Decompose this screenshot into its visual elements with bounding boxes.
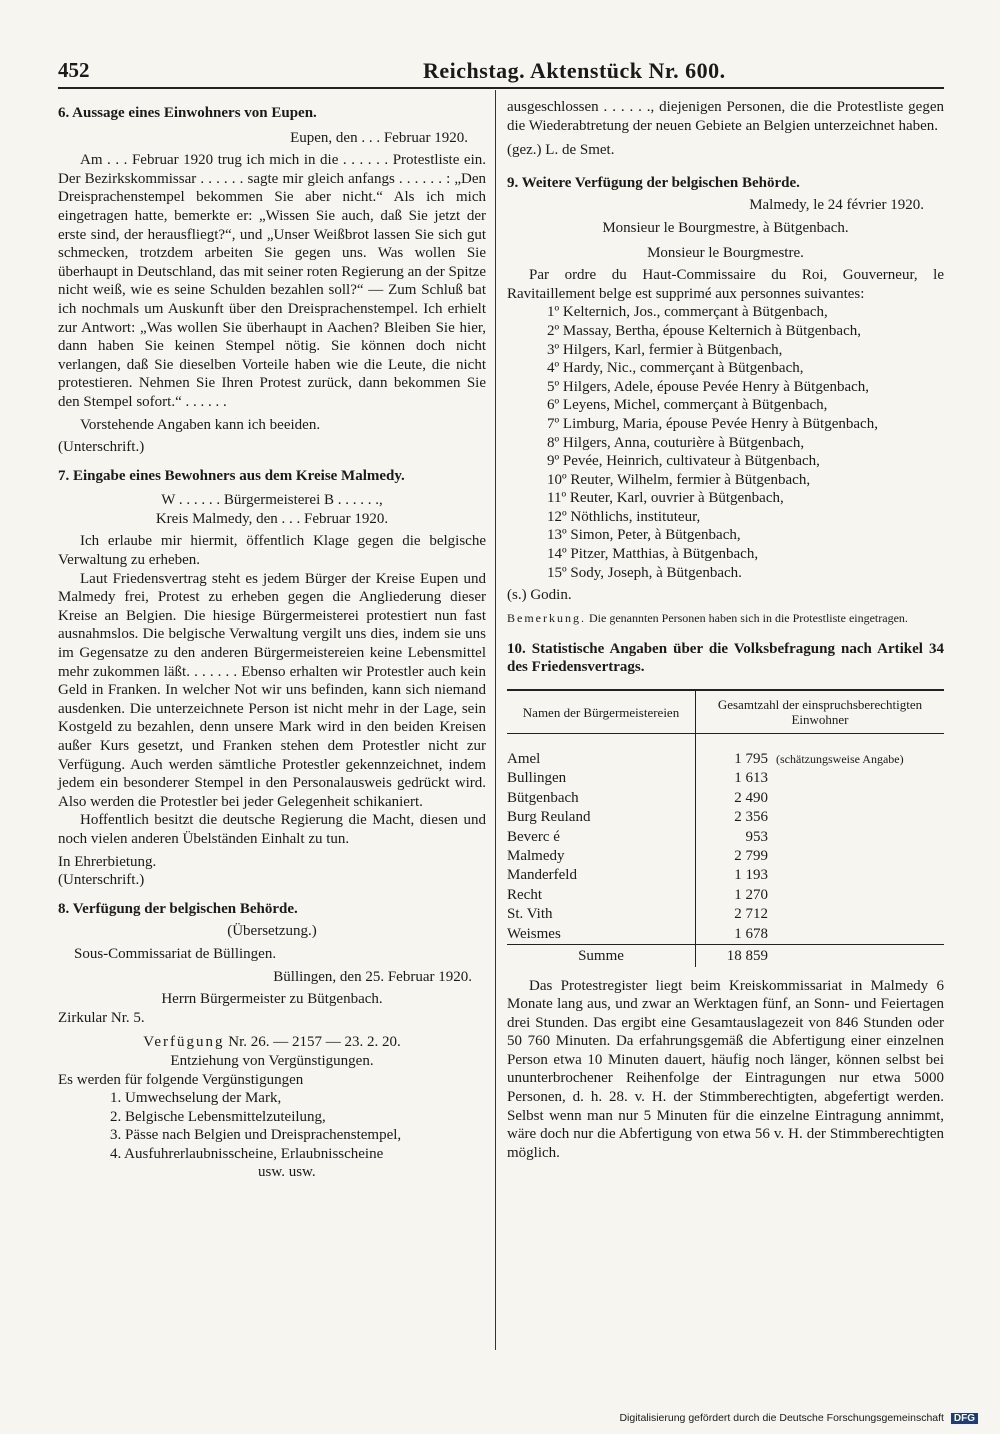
table-row [507,734,944,770]
row-count: 1 613 [734,770,768,787]
table-row [507,886,944,905]
row-name: Amel [507,734,696,770]
section-8-office: Sous-Commissariat de Büllingen. [74,945,277,962]
row-note: (schätzungsweise Angabe) [776,752,904,767]
table-sum-row [507,945,944,967]
row-count: 2 490 [734,789,768,806]
row-name: Bütgenbach [507,789,696,808]
table-row [507,828,944,847]
remark-text: Die genannten Personen haben sich in die Protestliste eingetragen. [589,610,908,625]
page-title: Reichstag. Aktenstück Nr. 600. [423,58,726,83]
table-header-row [507,690,944,734]
row-name: Malmedy [507,847,696,866]
list-item: 7º Limburg, Maria, épouse Pevée Henry à Bütgenbach, [547,415,878,432]
section-9-remark [507,611,944,626]
section-7-signature: (Unterschrift.) [58,872,145,889]
section-8-order-label: Verfügung [143,1034,225,1051]
section-9-body: Par ordre du Haut-Commissaire du Roi, Gouverneur, le Ravitaillement belge est supprimé aux personnes suivantes: [507,267,944,302]
right-column [507,98,944,1162]
section-6-heading: 6. Aussage eines Einwohners von Eupen. [58,105,317,121]
section-9-signature: (s.) Godin. [507,587,572,604]
table-row [507,808,944,827]
sum-value: 18 859 [726,948,768,965]
list-item: 8º Hilgers, Anna, couturière à Bütgenbach, [547,434,805,451]
list-item: 1º Kelternich, Jos., commerçant à Bütgenbach, [547,304,828,321]
section-10-body: Das Protestregister liegt beim Kreiskommissariat in Malmedy 6 Monate lang aus, und zwar an Werktagen fünf, an Sonn- und Feiertagen drei Stunden. Das ergibt eine Gesamtauslagezeit von 846 Stunden oder 50 760 Minuten. Da erfahrungsgemäß die Abfertigung einer einzelnen Person etwa 10 Minuten dauert, häufig noch länger, können selbst bei ununterbrochener Reihenfolge der Eintragungen nur etwa 5000 Personen, d. h. 28. v. H. der Stimmberechtigten, abgefertigt werden. Selbst wenn man nur 5 Minuten für die einzelne Eintragung annimmt, wäre doch nur die Abfertigung von etwa 56 v. H. der Stimmberechtigten möglich. [507,977,944,1161]
row-name: Recht [507,886,696,905]
section-6-oath: Vorstehende Angaben kann ich beeiden. [80,416,321,433]
list-item: 3º Hilgers, Karl, fermier à Bütgenbach, [547,341,783,358]
list-item: 11º Reuter, Karl, ouvrier à Bütgenbach, [547,490,784,507]
row-name: Burg Reuland [507,808,696,827]
section-8-continued-signature: (gez.) L. de Smet. [507,142,615,159]
list-item: 5º Hilgers, Adele, épouse Pevée Henry à Bütgenbach, [547,378,870,395]
table-row [507,769,944,788]
row-count: 2 356 [734,809,768,826]
section-6-place-date: Eupen, den . . . Februar 1920. [290,129,468,146]
list-item: 9º Pevée, Heinrich, cultivateur à Bütgenbach, [547,453,820,470]
footer-credit [619,1412,978,1424]
section-9-heading: 9. Weitere Verfügung der belgischen Behörde. [507,174,800,191]
section-9-person-list [507,303,944,582]
row-name: Weismes [507,925,696,945]
row-count: 1 795 [734,751,768,768]
list-item: 15º Sody, Joseph, à Bütgenbach. [547,564,742,581]
section-9-place-date: Malmedy, le 24 février 1920. [749,197,924,214]
section-7-heading: 7. Eingabe eines Bewohners aus dem Kreise Malmedy. [58,467,405,484]
row-name: Beverc é [507,828,696,847]
table-row [507,925,944,945]
section-8-heading: 8. Verfügung der belgischen Behörde. [58,900,298,917]
section-6-body: Am . . . Februar 1920 trug ich mich in die . . . . . . Protestliste ein. Der Bezirkskommissar . . . . . . sagte mir gleich anfangs . . . . . . : „Den Dreisprachenstempel bekommen Sie aber nicht.“ Als ich mich eingetragen hatte, bemerkte er: „Wissen Sie auch, daß Sie jetzt der erste sind, der herausfliegt?“, und „Unser Weißbrot lassen Sie sich gut schmecken, trotzdem arbeiten Sie gegen uns. Was wollen Sie überhaupt in Deutschland, das mit seiner roten Regierung an der Spitze nicht weiß, wie es seine Schulden bezahlen soll?“ — Zum Schluß bat ich nochmals um Auskunft über den Dreisprachenstempel. Ich erhielt zur Antwort: „Was wollen Sie überhaupt in Aachen? Bleiben Sie hier, dann haben Sie keinen Stempel nötig. Sie können doch nicht verlangen, daß Sie dieselben Vorteile haben wie die Leute, die nicht protestieren. Nehmen Sie Ihren Protest zurück, dann bekommen Sie den Stempel sofort.“ . . . . . . [58,152,486,410]
page-header [58,58,946,86]
section-8-intro: Es werden für folgende Vergünstigungen [58,1071,304,1088]
row-count: 2 712 [734,906,768,923]
row-name: St. Vith [507,905,696,924]
footer-text: Digitalisierung gefördert durch die Deutsche Forschungsgemeinschaft [619,1412,944,1424]
section-7-place-date: Kreis Malmedy, den . . . Februar 1920. [155,510,389,527]
section-8-place-date: Büllingen, den 25. Februar 1920. [273,968,472,985]
list-item: 2º Massay, Bertha, épouse Kelternich à Bütgenbach, [547,322,861,339]
remark-label: Bemerkung. [507,610,586,625]
row-name: Manderfeld [507,866,696,885]
table-row [507,847,944,866]
section-8-order-number: Nr. 26. — 2157 — 23. 2. 20. [228,1034,401,1051]
section-8-circular: Zirkular Nr. 5. [58,1009,145,1026]
row-count: 1 270 [734,886,768,903]
row-count: 1 193 [734,867,768,884]
section-7-address: W . . . . . . Bürgermeisterei B . . . . . ., [161,492,383,509]
list-item: 13º Simon, Peter, à Bütgenbach, [547,527,741,544]
section-7-closing: In Ehrerbietung. [58,853,157,870]
table-row [507,789,944,808]
page-number: 452 [58,58,90,82]
section-8-order-line [58,1033,486,1052]
list-item: 4º Hardy, Nic., commerçant à Bütgenbach, [547,360,804,377]
section-7-paragraph-3: Hoffentlich besitzt die deutsche Regierung die Macht, diesen und noch vielen anderen Übelständen Einhalt zu tun. [58,812,486,847]
section-9-addressee: Monsieur le Bourgmestre, à Bütgenbach. [602,219,849,236]
section-9-salutation: Monsieur le Bourgmestre. [647,244,804,261]
section-10-heading: 10. Statistische Angaben über die Volksbefragung nach Artikel 34 des Friedensvertrags. [507,640,944,676]
list-item: 2. Belgische Lebensmittelzuteilung, [110,1108,326,1125]
header-rule [58,87,944,89]
row-name: Bullingen [507,769,696,788]
row-count: 2 799 [734,848,768,865]
section-6-signature: (Unterschrift.) [58,439,145,456]
column-header-names: Namen der Bürgermeistereien [507,690,696,734]
list-item: 6º Leyens, Michel, commerçant à Bütgenbach, [547,397,828,414]
column-divider [495,90,496,1350]
section-8-subject: Entziehung von Vergünstigungen. [170,1052,374,1069]
statistics-table [507,689,944,966]
list-item: 3. Pässe nach Belgien und Dreisprachenstempel, [110,1127,402,1144]
section-8-continued-body: ausgeschlossen . . . . . ., diejenigen Personen, die die Protestliste gegen die Wiederabtretung der neuen Gebiete an Belgien unterzeichnet haben. [507,99,944,134]
section-8-translation-note: (Übersetzung.) [227,923,317,940]
table-row [507,905,944,924]
list-item: 1. Umwechselung der Mark, [110,1090,282,1107]
list-item: 12º Nöthlichs, instituteur, [547,508,701,525]
section-8-addressee: Herrn Bürgermeister zu Bütgenbach. [161,991,383,1008]
left-column [58,98,486,1182]
column-header-count: Gesamtzahl der einspruchsberechtigten Einwohner [696,690,945,734]
dfg-logo: DFG [951,1413,978,1424]
row-count: 1 678 [734,925,768,942]
sum-label: Summe [507,945,696,967]
section-7-paragraph-1: Ich erlaube mir hiermit, öffentlich Klage gegen die belgische Verwaltung zu erheben. [58,533,486,569]
list-item: 10º Reuter, Wilhelm, fermier à Bütgenbach, [547,471,811,488]
section-8-etc: usw. usw. [258,1164,316,1181]
list-item: 14º Pitzer, Matthias, à Bütgenbach, [547,546,759,563]
row-count: 953 [745,828,768,845]
section-8-list [58,1089,486,1163]
table-row [507,866,944,885]
section-7-paragraph-2: Laut Friedensvertrag steht es jedem Bürger der Kreise Eupen und Malmedy frei, Protest zu erheben gegen die Angliederung dieser Kreise an Belgien. Die hiesige Bürgermeisterei protestiert nun fast ausnahmslos. Die belgische Verwaltung vergilt uns dies, indem sie uns im Gegensatze zu den anderen Bürgermeistereien keine Lebensmittel mehr zukommen läßt. . . . . . . Ebenso erhalten wir Protestler auch kein Geld in Franken. In welcher Not wir uns befinden, kann sich niemand ausdenken. Die unterzeichnete Person ist nicht mehr in der Lage, sein Kostgeld zu bezahlen, denn unsere Mark wird in den beiden Kreisen außer Kurs gesetzt, und Franken stehen dem Protestler nicht zur Verfügung. Auch werden sämtliche Protestler gekennzeichnet, indem jedem ein besonderer Stempel in den Personalausweis gedrückt wird. Also werden die Protestler bei jeder Gelegenheit schikaniert. [58,570,486,810]
list-item: 4. Ausfuhrerlaubnisscheine, Erlaubnisscheine [110,1145,384,1162]
